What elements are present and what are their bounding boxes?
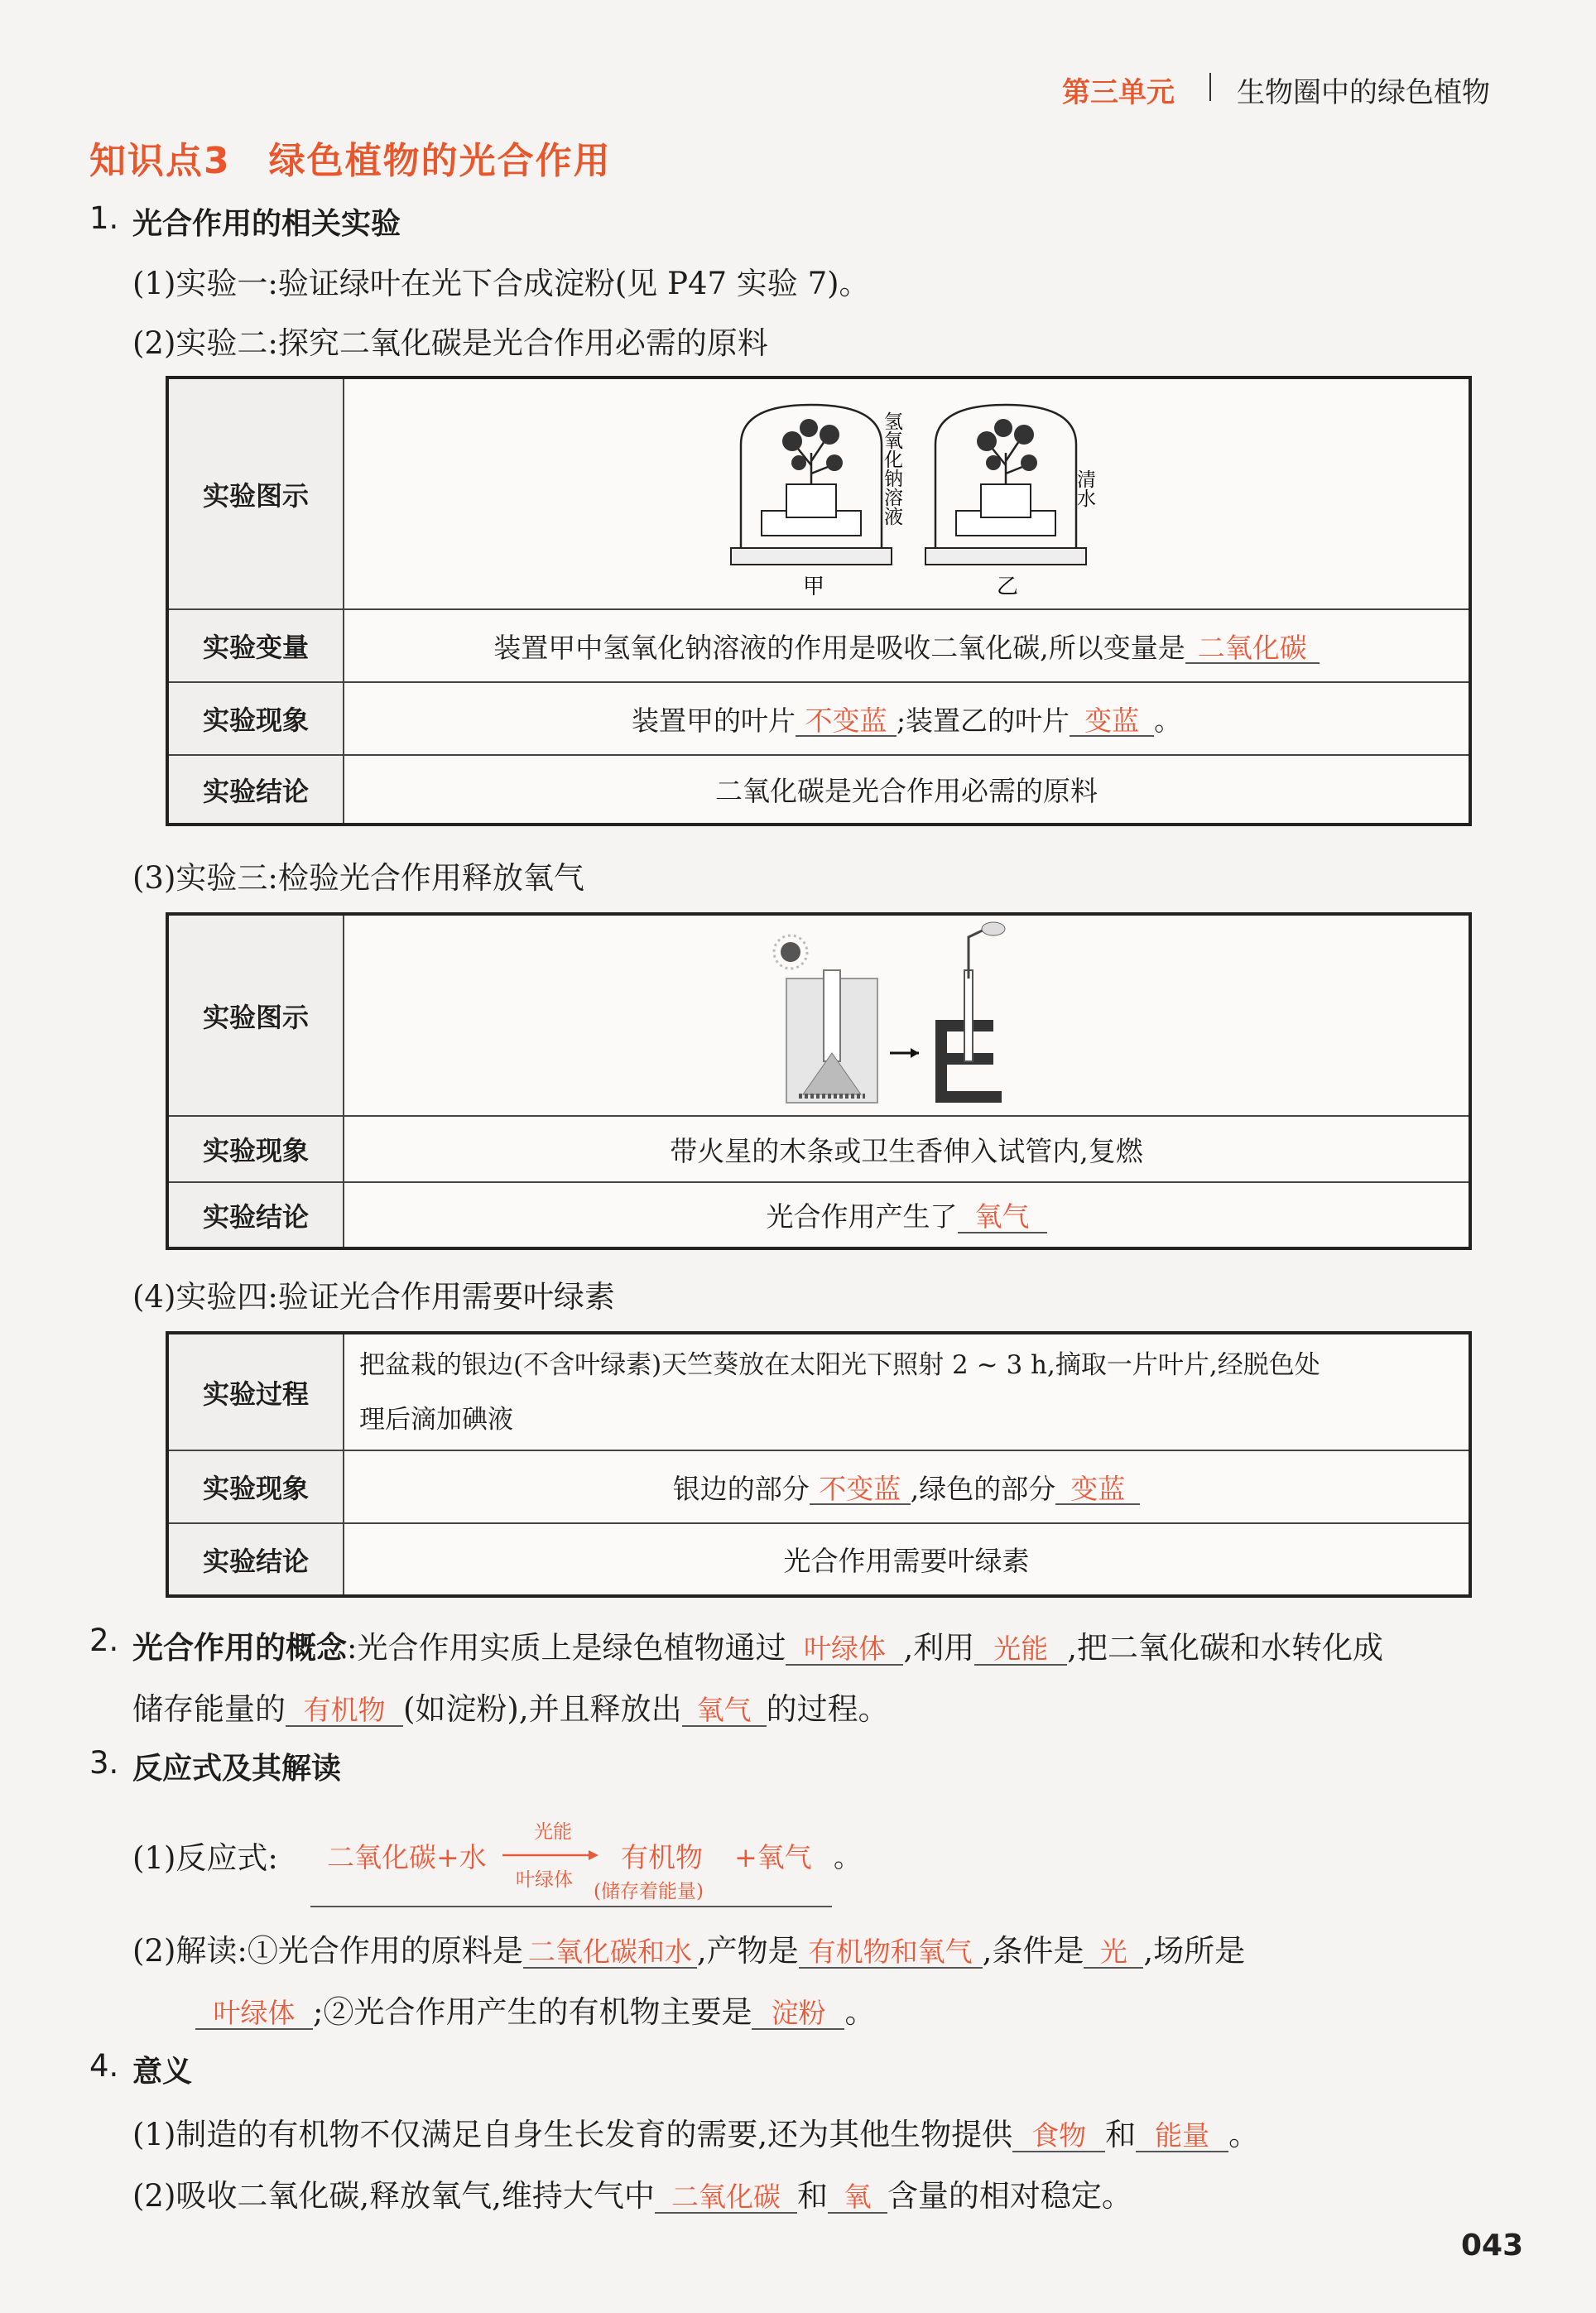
equation-underline <box>310 1906 832 1907</box>
phenomenon-cell: 带火星的木条或卫生香伸入试管内,复燃 <box>344 1116 1470 1182</box>
sig2-answer-2: 氧 <box>828 2183 887 2214</box>
s2-text-6: 的过程。 <box>766 1691 889 1727</box>
label-conclusion: 实验结论 <box>167 755 344 825</box>
conclusion-answer: 氧气 <box>958 1203 1047 1233</box>
s2-answer-1: 叶绿体 <box>786 1635 903 1666</box>
arrow-icon <box>911 1048 919 1058</box>
unit-label: 第三单元 <box>1062 76 1175 109</box>
label-process: 实验过程 <box>167 1333 344 1450</box>
label-variable: 实验变量 <box>167 609 344 682</box>
sig2-answer-1: 二氧化碳 <box>655 2183 797 2214</box>
sig1-answer-2: 能量 <box>1136 2122 1228 2152</box>
interpretation-line-1 <box>132 1926 1245 1970</box>
experiment-2-table <box>166 376 1472 826</box>
header-divider <box>1209 73 1211 101</box>
interp-text-2: ,产物是 <box>696 1933 799 1969</box>
s2-line-2 <box>132 1684 889 1729</box>
eq-arrow-icon <box>501 1849 600 1861</box>
equation <box>327 1821 861 1904</box>
s2-text-4: 储存能量的 <box>132 1691 286 1727</box>
label-figure: 实验图示 <box>167 914 344 1116</box>
process-line-2: 理后滴加碘液 <box>359 1404 513 1435</box>
interpretation-line-2 <box>195 1987 875 2032</box>
interp-answer-2: 有机物和氧气 <box>799 1938 983 1969</box>
s4-number: 4. <box>89 2048 119 2084</box>
eq-product-note: (储存着能量) <box>594 1881 704 1902</box>
experiment-3-table <box>166 912 1472 1250</box>
naoh-label: 氢氧化钠溶液 <box>881 411 902 526</box>
experiment-4: (4)实验四:验证光合作用需要叶绿素 <box>132 1279 615 1315</box>
experiment-1: (1)实验一:验证绿叶在光下合成淀粉(见 P47 实验 7)。 <box>132 266 870 301</box>
sig2-text: (2)吸收二氧化碳,释放氧气,维持大气中 <box>132 2178 655 2214</box>
interp-text-1: (2)解读:①光合作用的原料是 <box>132 1933 523 1969</box>
phen-answer-1: 不变蓝 <box>810 1475 911 1506</box>
eq-product-1: 有机物 <box>621 1841 703 1873</box>
label-phenomenon: 实验现象 <box>167 1116 344 1182</box>
water-label: 清水 <box>1074 469 1095 507</box>
s2-term: 光合作用的概念 <box>132 1630 347 1666</box>
phen-answer-1: 不变蓝 <box>796 707 897 738</box>
phen-end: 。 <box>1154 704 1182 737</box>
s3-title: 反应式及其解读 <box>132 1752 342 1786</box>
figure-cell <box>344 377 1470 609</box>
interp-answer-4: 叶绿体 <box>195 1999 313 2030</box>
s2-answer-4: 氧气 <box>682 1696 767 1727</box>
label-conclusion: 实验结论 <box>167 1182 344 1248</box>
label-phenomenon: 实验现象 <box>167 682 344 755</box>
s1-number: 1. <box>89 200 119 236</box>
eq-end: 。 <box>834 1841 861 1873</box>
phen-text-a: 银边的部分 <box>672 1472 810 1505</box>
experiment-3: (3)实验三:检验光合作用释放氧气 <box>132 860 584 896</box>
phenomenon-cell <box>344 682 1470 755</box>
phen-text-b: ;装置乙的叶片 <box>896 704 1070 737</box>
s2-line-1 <box>132 1623 1383 1667</box>
label-conclusion: 实验结论 <box>167 1523 344 1596</box>
s2-text-2: ,利用 <box>903 1630 975 1666</box>
sig1-text: (1)制造的有机物不仅满足自身生长发育的需要,还为其他生物提供 <box>132 2117 1013 2152</box>
experiment-4-table <box>166 1331 1472 1598</box>
label-figure: 实验图示 <box>167 377 344 609</box>
s2-text-1: :光合作用实质上是绿色植物通过 <box>347 1630 786 1666</box>
interp-text-4: ,场所是 <box>1143 1933 1246 1969</box>
conclusion-cell <box>344 1182 1470 1248</box>
eq-product-2: +氧气 <box>734 1841 812 1873</box>
equation-label: (1)反应式: <box>132 1840 278 1876</box>
eq-cond-top: 光能 <box>534 1821 572 1843</box>
figure-cell <box>344 914 1470 1116</box>
sig1-end: 。 <box>1228 2117 1260 2152</box>
variable-cell <box>344 609 1470 682</box>
jar-a <box>731 405 892 565</box>
conclusion-cell: 二氧化碳是光合作用必需的原料 <box>344 755 1470 825</box>
s4-title: 意义 <box>132 2055 193 2089</box>
phenomenon-cell <box>344 1450 1470 1523</box>
significance-1 <box>132 2109 1259 2154</box>
interp-answer-5: 淀粉 <box>752 1999 844 2030</box>
phen-answer-2: 变蓝 <box>1070 707 1154 738</box>
sig2-end: 含量的相对稳定。 <box>887 2178 1132 2214</box>
s2-text-5: (如淀粉),并且释放出 <box>403 1691 682 1727</box>
jar-b <box>925 405 1086 565</box>
interp-answer-3: 光 <box>1084 1938 1143 1969</box>
significance-2 <box>132 2171 1132 2215</box>
oxygen-test-figure <box>741 921 1072 1111</box>
eq-reactants: 二氧化碳+水 <box>327 1841 487 1873</box>
interp-text-6: 。 <box>844 1994 876 2030</box>
s2-text-3: ,把二氧化碳和水转化成 <box>1067 1630 1383 1666</box>
sig2-and: 和 <box>796 2178 828 2214</box>
jar-a-label: 甲 <box>802 574 825 599</box>
s2-answer-3: 有机物 <box>286 1696 403 1727</box>
sig1-and: 和 <box>1105 2117 1137 2152</box>
phen-answer-2: 变蓝 <box>1055 1475 1140 1506</box>
sig1-answer-1: 食物 <box>1012 2122 1105 2152</box>
unit-title: 生物圈中的绿色植物 <box>1237 76 1490 109</box>
conclusion-cell: 光合作用需要叶绿素 <box>344 1523 1470 1596</box>
phen-text-b: ,绿色的部分 <box>910 1472 1056 1505</box>
s2-number: 2. <box>89 1623 119 1658</box>
conclusion-text: 光合作用产生了 <box>766 1200 958 1233</box>
section-title: 知识点3 绿色植物的光合作用 <box>89 140 612 182</box>
s1-title: 光合作用的相关实验 <box>132 207 401 241</box>
s2-answer-2: 光能 <box>974 1635 1067 1666</box>
eq-cond-bottom: 叶绿体 <box>516 1869 573 1891</box>
variable-answer: 二氧化碳 <box>1185 634 1320 665</box>
variable-text: 装置甲中氢氧化钠溶液的作用是吸收二氧化碳,所以变量是 <box>493 631 1185 664</box>
s3-number: 3. <box>89 1745 119 1781</box>
page-number: 043 <box>1461 2229 1524 2263</box>
phen-text-a: 装置甲的叶片 <box>631 704 796 737</box>
bell-jar-figure <box>716 387 1097 602</box>
sun-icon <box>781 942 800 962</box>
experiment-2: (2)实验二:探究二氧化碳是光合作用必需的原料 <box>132 325 768 361</box>
jar-b-label: 乙 <box>996 574 1019 599</box>
process-cell <box>344 1333 1470 1450</box>
interp-text-3: ,条件是 <box>982 1933 1084 1969</box>
label-phenomenon: 实验现象 <box>167 1450 344 1523</box>
interp-text-5: ;②光合作用产生的有机物主要是 <box>313 1994 752 2030</box>
interp-answer-1: 二氧化碳和水 <box>523 1938 697 1969</box>
process-line-1: 把盆栽的银边(不含叶绿素)天竺葵放在太阳光下照射 2 ~ 3 h,摘取一片叶片,经脱色处 <box>359 1349 1320 1380</box>
